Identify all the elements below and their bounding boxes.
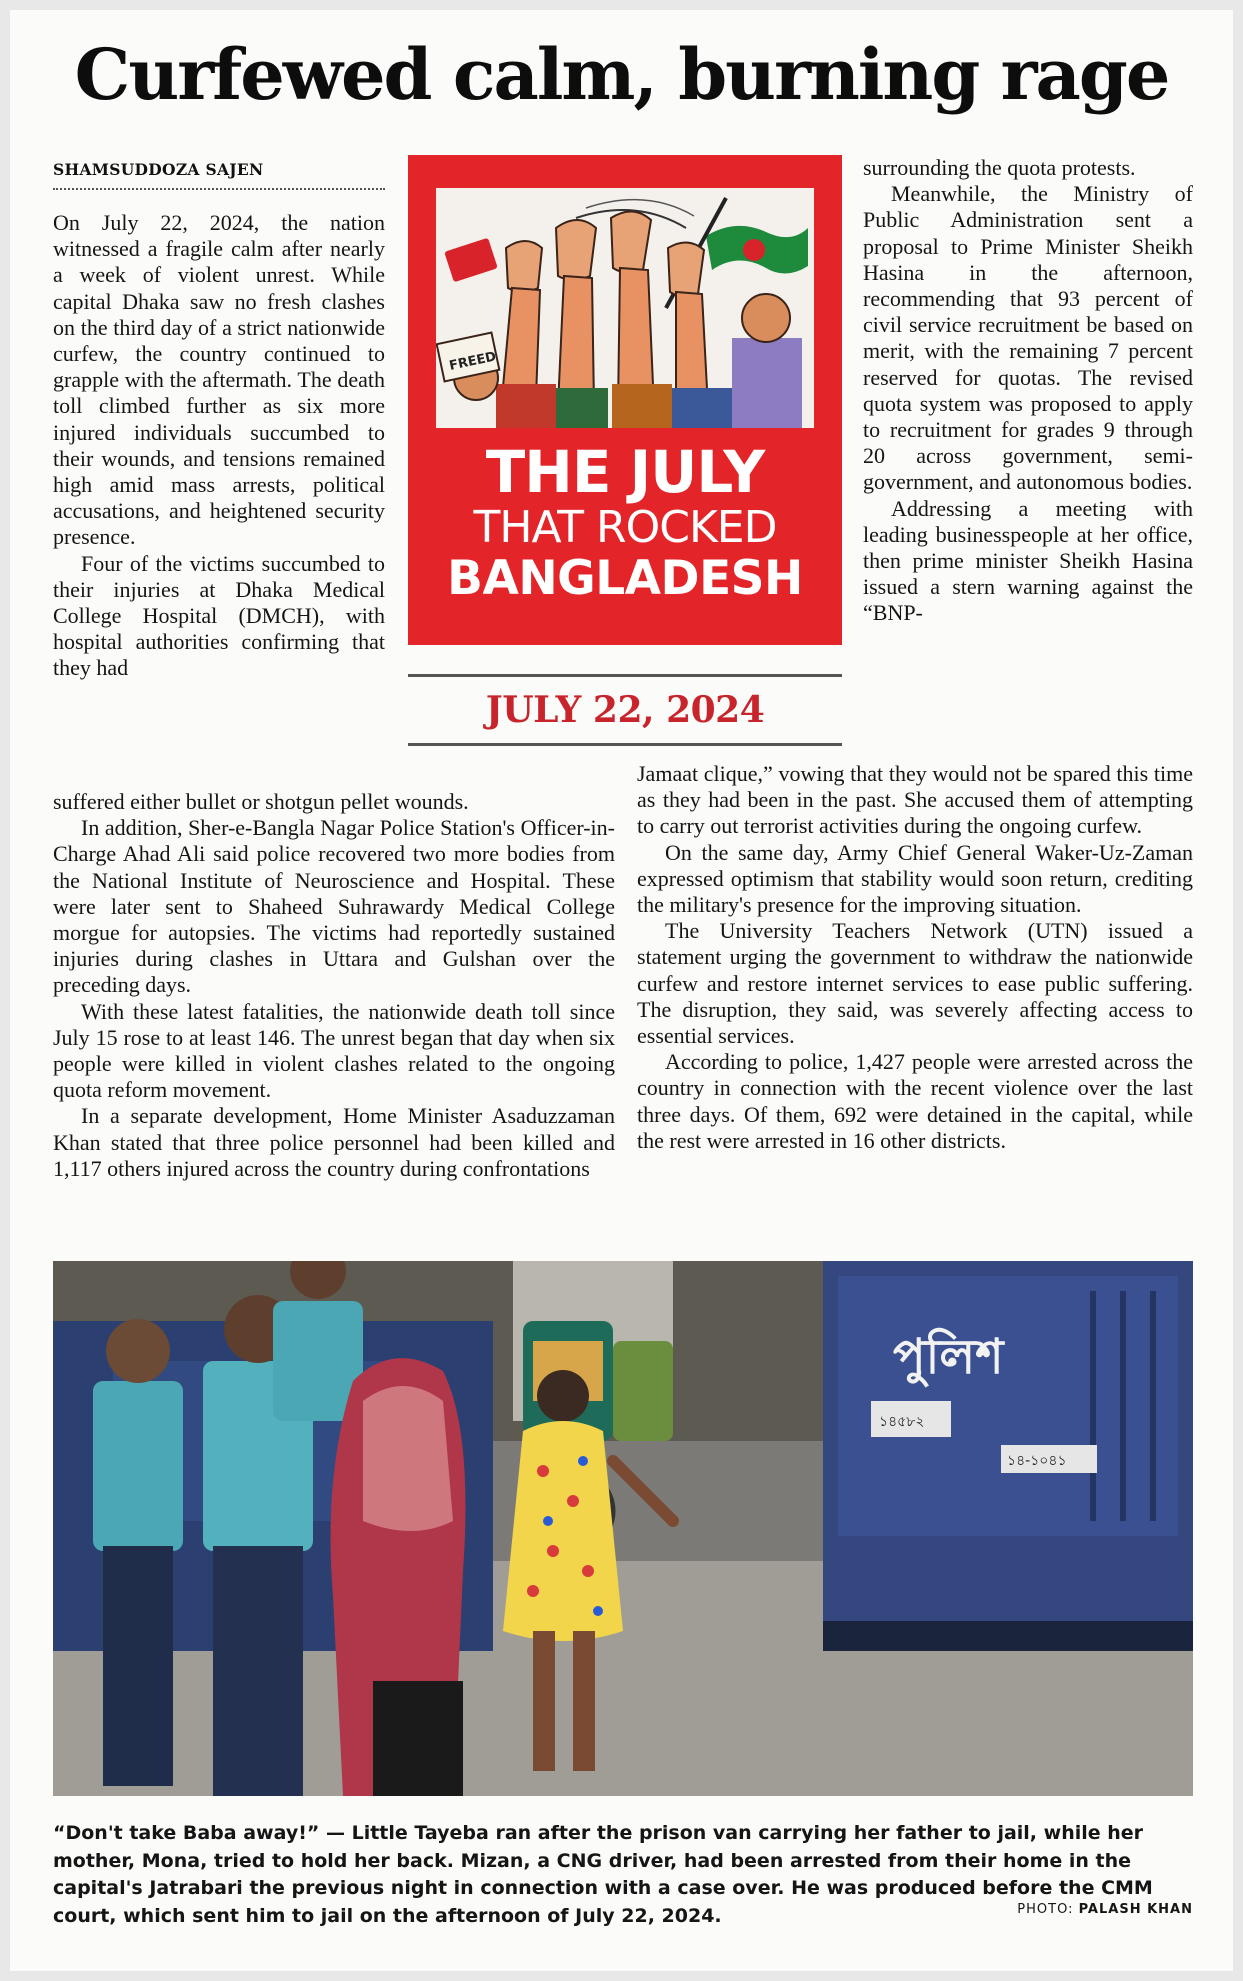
article-paragraph-5: In a separate development, Home Minister Asaduzzaman Khan stated that three police personnel had been killed and 1,117 others injured across the country during confrontations [53,1103,615,1181]
protest-illustration [436,188,814,428]
poster-title [408,440,842,606]
article-paragraph-9: The University Teachers Network (UTN) issued a statement urging the government to withdraw the nationwide curfew and restore internet services to ease public suffering. The disruption, they said, was severely affecting access to essential services. [637,918,1193,1049]
dateline: JULY 22, 2024 [408,674,842,746]
article-paragraph-10: According to police, 1,427 people were arrested across the country in connection with the recent violence over the last three days. Of them, 692 were detained in the capital, while the rest were arrested in 16 other districts. [637,1049,1193,1153]
article-column-right-top [863,155,1193,627]
photo-credit-label: PHOTO: [1017,1902,1074,1917]
byline: SHAMSUDDOZA SAJEN [53,160,385,190]
article-paragraph-8: On the same day, Army Chief General Waker-Uz-Zaman expressed optimism that stability would soon return, crediting the military's presence for the improving situation. [637,839,1193,918]
series-poster [408,155,842,645]
article-paragraph-4: With these latest fatalities, the nationwide death toll since July 15 rose to at least 146. The unrest began that day when six people were killed in violent clashes related to the ongoing quota reform movement. [53,998,615,1103]
article-paragraph-1: On July 22, 2024, the nation witnessed a fragile calm after nearly a week of violent unrest. While capital Dhaka saw no fresh clashes on the third day of a strict nationwide curfew, the country continued to grapple with the aftermath. The death toll climbed further as six more injured individuals succumbed to their wounds, and tensions remained high amid mass arrests, political accusations, and heightened security presence. [53,210,385,550]
poster-title-line-1: THE JULY [485,438,765,506]
news-photo [53,1261,1193,1796]
van-label: পুলিশ [893,1329,1004,1385]
headline: Curfewed calm, burning rage [74,33,1169,116]
newspaper-page [10,10,1233,1971]
article-column-left-bottom [53,789,615,1182]
article-column-right-bottom [637,761,1193,1154]
article-paragraph-2: Four of the victims succumbed to their injuries at Dhaka Medical College Hospital (DMCH), with hospital authorities confirming that they had [53,550,385,681]
van-plate-top: ১৪৫৮২ [879,1414,925,1430]
poster-title-line-2: THAT ROCKED [473,502,777,553]
article-paragraph-2-continued: suffered either bullet or shotgun pellet wounds. [53,789,469,814]
photo-caption: “Don't take Baba away!” — Little Tayeba ran after the prison van carrying her father to jail, while her mother, Mona, tried to hold her back. Mizan, a CNG driver, had been arrested from their home in the capital's Jatrabari the previous night in connection with a case over. He was produced before the CMM court, which sent him to jail on the afternoon of July 22, 2024. [53,1822,1153,1927]
article-column-left-top [53,210,385,682]
photo-credit [985,1902,1193,1917]
article-paragraph-6: Meanwhile, the Ministry of Public Administration sent a proposal to Prime Minister Sheikh Hasina in the afternoon, recommending that 93 percent of civil service recruitment be based on merit, with the remaining 7 percent reserved for quotas. The revised quota system was proposed to apply to recruitment for grades 9 through 20 across government, semi-government, and autonomous bodies. [863,181,1193,495]
poster-sign-text: FREED [448,349,498,374]
van-plate-bottom: ১৪-১০৪১ [1007,1453,1067,1469]
article-paragraph-3: In addition, Sher-e-Bangla Nagar Police Station's Officer-in-Charge Ahad Ali said police recovered two more bodies from the National Institute of Neuroscience and Hospital. These were later sent to Shaheed Suhrawardy Medical College morgue for autopsies. The victims had reportedly sustained injuries during clashes in Uttara and Gulshan over the preceding days. [53,815,615,998]
article-paragraph-7-continued: Jamaat clique,” vowing that they would not be spared this time as they had been in the past. She accused them of attempting to carry out terrorist activities during the ongoing curfew. [637,761,1193,839]
photo-credit-name: PALASH KHAN [1078,1902,1193,1917]
article-paragraph-5-continued: surrounding the quota protests. [863,155,1136,180]
poster-title-line-3: BANGLADESH [447,551,803,606]
article-paragraph-7: Addressing a meeting with leading businesspeople at her office, then prime minister Sheikh Hasina issued a stern warning against the “BNP- [863,495,1193,626]
